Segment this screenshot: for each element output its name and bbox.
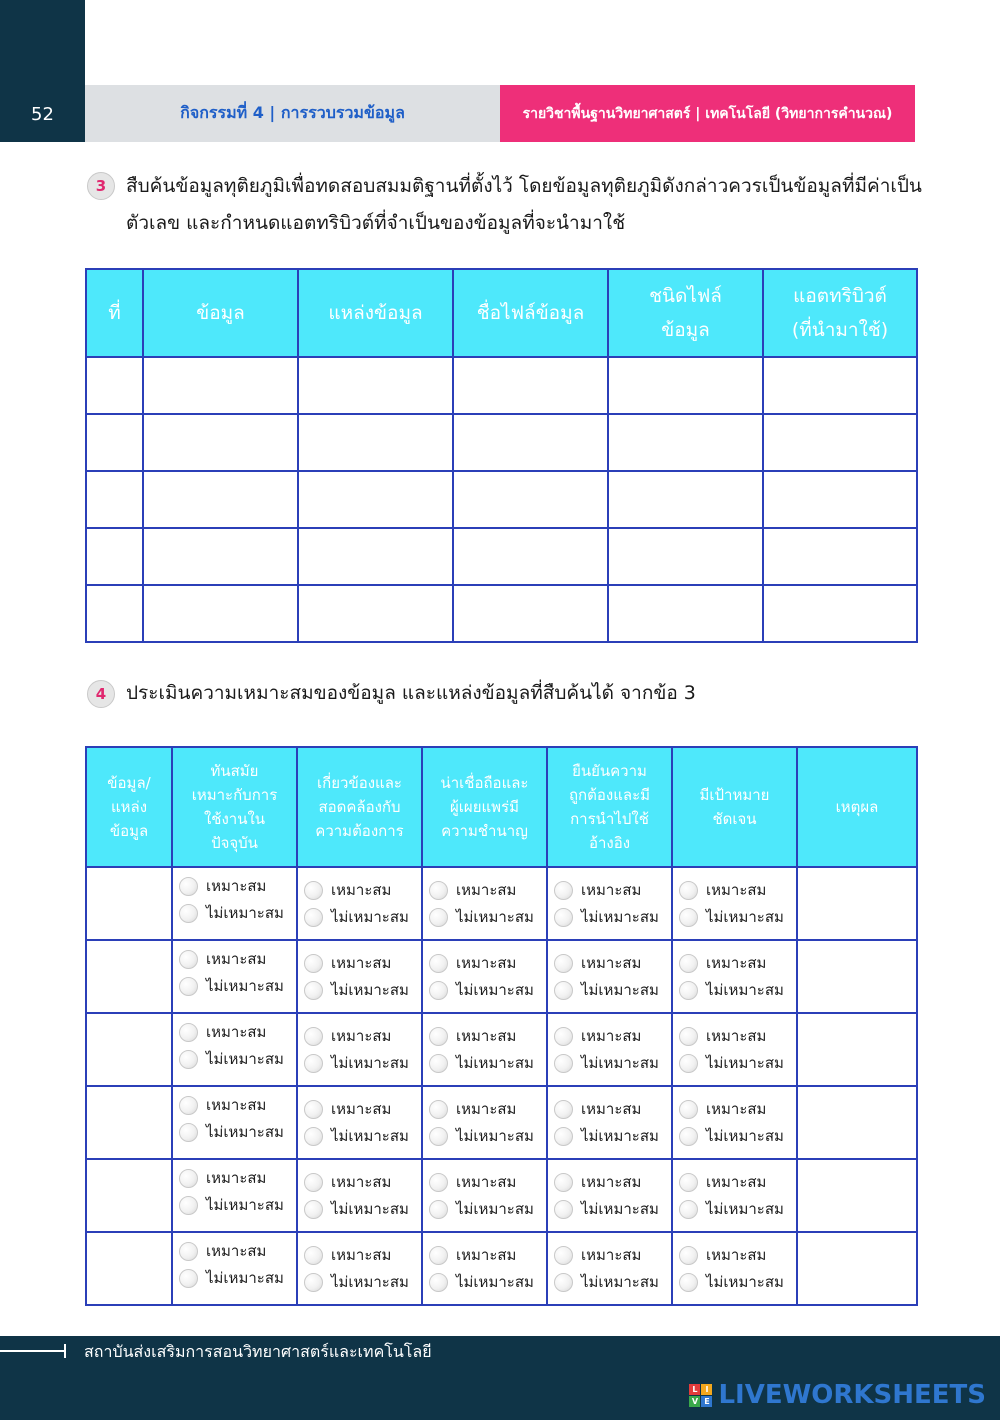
radio-suitable[interactable] [679,881,698,900]
cell-data[interactable] [143,528,298,585]
option-unsuitable[interactable] [304,904,421,931]
table-row [86,471,917,528]
option-label: ไม่เหมาะสม [706,908,784,926]
table-row [86,867,917,940]
option-label: เหมาะสม [206,1242,267,1260]
cell-up-to-date [172,1232,297,1305]
cell-up-to-date [172,1013,297,1086]
radio-unsuitable[interactable] [304,1200,323,1219]
cell-attribute[interactable] [763,357,917,414]
table-row [86,1013,917,1086]
option-unsuitable[interactable] [179,900,296,927]
option-label: เหมาะสม [706,881,767,899]
option-suitable[interactable] [679,950,796,977]
radio-unsuitable[interactable] [429,1054,448,1073]
option-label: เหมาะสม [706,1027,767,1045]
liveworksheets-logo-icon: L I V E [689,1384,712,1407]
option-suitable[interactable] [179,1019,296,1046]
option-label: ไม่เหมาะสม [581,1127,659,1145]
option-label: เหมาะสม [706,1100,767,1118]
radio-suitable[interactable] [554,881,573,900]
option-label: เหมาะสม [456,1173,517,1191]
option-unsuitable[interactable] [179,1046,296,1073]
option-label: เหมาะสม [331,1027,392,1045]
option-suitable[interactable] [554,1242,671,1269]
radio-unsuitable[interactable] [679,1054,698,1073]
cell-filename[interactable] [453,414,608,471]
option-suitable[interactable] [554,1169,671,1196]
option-label: เหมาะสม [706,1173,767,1191]
cell-reason[interactable] [797,1159,917,1232]
option-unsuitable[interactable] [554,1196,671,1223]
option-suitable[interactable] [679,1096,796,1123]
option-unsuitable[interactable] [679,977,796,1004]
option-label: ไม่เหมาะสม [706,1054,784,1072]
radio-suitable[interactable] [304,1100,323,1119]
radio-unsuitable[interactable] [304,1054,323,1073]
table-row [86,528,917,585]
option-suitable[interactable] [429,1096,546,1123]
cell-clear-goal [672,1232,797,1305]
col-header-data: ข้อมูล [143,269,298,357]
radio-unsuitable[interactable] [554,1127,573,1146]
option-unsuitable[interactable] [179,1192,296,1219]
radio-suitable[interactable] [679,954,698,973]
cell-attribute[interactable] [763,528,917,585]
radio-unsuitable[interactable] [304,1127,323,1146]
option-suitable[interactable] [179,1165,296,1192]
option-unsuitable[interactable] [679,1269,796,1296]
radio-unsuitable[interactable] [679,908,698,927]
table-row [86,1232,917,1305]
option-suitable[interactable] [679,1023,796,1050]
cell-relevant [297,1086,422,1159]
cell-clear-goal [672,1086,797,1159]
option-label: ไม่เหมาะสม [331,1054,409,1072]
option-label: เหมาะสม [456,1027,517,1045]
option-unsuitable[interactable] [554,1269,671,1296]
cell-attribute[interactable] [763,585,917,642]
option-label: เหมาะสม [581,1100,642,1118]
evaluation-table [85,746,918,1306]
option-unsuitable[interactable] [179,973,296,1000]
table-row [86,1086,917,1159]
table-row [86,940,917,1013]
cell-clear-goal [672,867,797,940]
option-unsuitable[interactable] [304,1050,421,1077]
option-unsuitable[interactable] [304,977,421,1004]
cell-data[interactable] [143,471,298,528]
cell-relevant [297,1013,422,1086]
option-suitable[interactable] [429,1169,546,1196]
cell-source[interactable] [86,1013,172,1086]
option-label: ไม่เหมาะสม [456,1273,534,1291]
radio-suitable[interactable] [679,1246,698,1265]
cell-data[interactable] [143,357,298,414]
option-suitable[interactable] [179,1092,296,1119]
cell-filetype[interactable] [608,528,763,585]
cell-source[interactable] [298,414,453,471]
radio-suitable[interactable] [554,1246,573,1265]
option-label: เหมาะสม [331,881,392,899]
option-unsuitable[interactable] [679,1050,796,1077]
radio-unsuitable[interactable] [554,1054,573,1073]
col-header-reliable: น่าเชื่อถือและ ผู้เผยแพร่มี ความชำนาญ [422,747,547,867]
cell-no[interactable] [86,357,143,414]
cell-verified [547,1232,672,1305]
cell-up-to-date [172,940,297,1013]
option-label: ไม่เหมาะสม [581,1200,659,1218]
cell-attribute[interactable] [763,414,917,471]
radio-unsuitable[interactable] [179,1269,198,1288]
cell-reason[interactable] [797,940,917,1013]
option-unsuitable[interactable] [554,977,671,1004]
option-suitable[interactable] [679,877,796,904]
radio-unsuitable[interactable] [429,1273,448,1292]
option-suitable[interactable] [679,1242,796,1269]
footer-institution: สถาบันส่งเสริมการสอนวิทยาศาสตร์และเทคโนโลยี [84,1342,432,1361]
cell-filetype[interactable] [608,471,763,528]
col-header-source: แหล่งข้อมูล [298,269,453,357]
radio-suitable[interactable] [179,1023,198,1042]
radio-unsuitable[interactable] [429,1200,448,1219]
radio-unsuitable[interactable] [179,1050,198,1069]
option-label: ไม่เหมาะสม [456,981,534,999]
cell-source[interactable] [86,1159,172,1232]
cell-verified [547,867,672,940]
cell-filetype[interactable] [608,585,763,642]
cell-no[interactable] [86,585,143,642]
option-suitable[interactable] [304,1096,421,1123]
radio-unsuitable[interactable] [679,1273,698,1292]
option-unsuitable[interactable] [429,1123,546,1150]
option-label: เหมาะสม [456,1100,517,1118]
subject-title: รายวิชาพื้นฐานวิทยาศาสตร์ | เทคโนโลยี (วิทยาการคำนวณ) [500,85,915,142]
radio-suitable[interactable] [429,1246,448,1265]
cell-attribute[interactable] [763,471,917,528]
cell-no[interactable] [86,528,143,585]
cell-clear-goal [672,1159,797,1232]
option-label: ไม่เหมาะสม [581,981,659,999]
option-suitable[interactable] [554,1023,671,1050]
cell-data[interactable] [143,414,298,471]
cell-reason[interactable] [797,1013,917,1086]
radio-suitable[interactable] [679,1173,698,1192]
col-header-source: ข้อมูล/ แหล่ง ข้อมูล [86,747,172,867]
radio-unsuitable[interactable] [179,1123,198,1142]
cell-reason[interactable] [797,1232,917,1305]
cell-data[interactable] [143,585,298,642]
option-unsuitable[interactable] [429,1269,546,1296]
cell-filename[interactable] [453,585,608,642]
cell-source[interactable] [86,1232,172,1305]
liveworksheets-watermark [689,1380,986,1410]
radio-unsuitable[interactable] [554,908,573,927]
option-label: เหมาะสม [206,950,267,968]
radio-suitable[interactable] [179,877,198,896]
option-label: เหมาะสม [581,1246,642,1264]
option-label: ไม่เหมาะสม [206,904,284,922]
option-label: เหมาะสม [331,1173,392,1191]
option-suitable[interactable] [554,877,671,904]
option-label: เหมาะสม [456,881,517,899]
radio-suitable[interactable] [554,1100,573,1119]
table-header-row [86,269,917,357]
cell-source[interactable] [298,357,453,414]
radio-suitable[interactable] [304,1173,323,1192]
option-suitable[interactable] [429,1242,546,1269]
radio-suitable[interactable] [304,1027,323,1046]
cell-verified [547,1086,672,1159]
cell-up-to-date [172,867,297,940]
cell-filetype[interactable] [608,414,763,471]
radio-unsuitable[interactable] [179,977,198,996]
radio-unsuitable[interactable] [179,904,198,923]
cell-clear-goal [672,1013,797,1086]
option-label: ไม่เหมาะสม [456,1127,534,1145]
option-suitable[interactable] [304,950,421,977]
cell-filetype[interactable] [608,357,763,414]
option-suitable[interactable] [179,1238,296,1265]
option-label: ไม่เหมาะสม [706,1127,784,1145]
cell-filename[interactable] [453,528,608,585]
radio-unsuitable[interactable] [679,1127,698,1146]
col-header-filetype: ชนิดไฟล์ ข้อมูล [608,269,763,357]
activity-title: กิจกรรมที่ 4 | การรวบรวมข้อมูล [85,85,500,142]
radio-unsuitable[interactable] [304,908,323,927]
option-suitable[interactable] [304,1023,421,1050]
cell-relevant [297,940,422,1013]
radio-unsuitable[interactable] [429,1127,448,1146]
option-unsuitable[interactable] [304,1269,421,1296]
option-unsuitable[interactable] [179,1265,296,1292]
radio-suitable[interactable] [304,881,323,900]
radio-suitable[interactable] [304,1246,323,1265]
option-label: เหมาะสม [456,1246,517,1264]
cell-source[interactable] [298,528,453,585]
option-suitable[interactable] [429,950,546,977]
cell-source[interactable] [86,940,172,1013]
option-suitable[interactable] [554,950,671,977]
cell-source[interactable] [298,585,453,642]
radio-unsuitable[interactable] [304,1273,323,1292]
cell-reason[interactable] [797,1086,917,1159]
option-suitable[interactable] [429,877,546,904]
radio-suitable[interactable] [554,954,573,973]
option-label: ไม่เหมาะสม [581,908,659,926]
option-unsuitable[interactable] [429,904,546,931]
option-suitable[interactable] [554,1096,671,1123]
cell-no[interactable] [86,471,143,528]
radio-unsuitable[interactable] [554,1200,573,1219]
option-label: ไม่เหมาะสม [581,1054,659,1072]
option-label: เหมาะสม [206,1169,267,1187]
option-suitable[interactable] [179,873,296,900]
option-unsuitable[interactable] [429,977,546,1004]
col-header-no: ที่ [86,269,143,357]
radio-unsuitable[interactable] [679,981,698,1000]
option-label: เหมาะสม [706,954,767,972]
option-suitable[interactable] [304,1242,421,1269]
option-unsuitable[interactable] [679,1196,796,1223]
radio-suitable[interactable] [429,881,448,900]
radio-suitable[interactable] [679,1100,698,1119]
cell-reliable [422,1232,547,1305]
cell-relevant [297,1159,422,1232]
option-suitable[interactable] [179,946,296,973]
option-label: เหมาะสม [581,954,642,972]
radio-suitable[interactable] [554,1027,573,1046]
radio-unsuitable[interactable] [429,981,448,1000]
cell-clear-goal [672,940,797,1013]
cell-source[interactable] [298,471,453,528]
footer-divider [0,1350,66,1352]
option-unsuitable[interactable] [679,904,796,931]
cell-reason[interactable] [797,867,917,940]
option-unsuitable[interactable] [554,904,671,931]
option-label: ไม่เหมาะสม [206,977,284,995]
radio-suitable[interactable] [179,950,198,969]
col-header-verified: ยืนยันความ ถูกต้องและมี การนำไปใช้ อ้างอิง [547,747,672,867]
cell-reliable [422,940,547,1013]
option-label: ไม่เหมาะสม [456,1200,534,1218]
page-number: 52 [31,104,54,125]
cell-filename[interactable] [453,471,608,528]
radio-unsuitable[interactable] [304,981,323,1000]
radio-unsuitable[interactable] [679,1200,698,1219]
cell-source[interactable] [86,867,172,940]
table-row [86,1159,917,1232]
option-label: เหมาะสม [331,1100,392,1118]
option-label: ไม่เหมาะสม [706,981,784,999]
table-header-row [86,747,917,867]
cell-reliable [422,1086,547,1159]
cell-filename[interactable] [453,357,608,414]
question-3-line-1: สืบค้นข้อมูลทุติยภูมิเพื่อทดสอบสมมติฐานที่ตั้งไว้ โดยข้อมูลทุติยภูมิดังกล่าวควรเป็นข้อมูลที่มีค่าเป็น [126,175,922,197]
option-label: ไม่เหมาะสม [456,908,534,926]
option-label: ไม่เหมาะสม [706,1273,784,1291]
option-unsuitable[interactable] [429,1050,546,1077]
option-label: เหมาะสม [206,1096,267,1114]
table-row [86,585,917,642]
option-label: เหมาะสม [206,877,267,895]
col-header-up-to-date: ทันสมัย เหมาะกับการ ใช้งานใน ปัจจุบัน [172,747,297,867]
radio-suitable[interactable] [179,1096,198,1115]
option-label: ไม่เหมาะสม [331,1127,409,1145]
option-unsuitable[interactable] [429,1196,546,1223]
option-unsuitable[interactable] [179,1119,296,1146]
radio-suitable[interactable] [679,1027,698,1046]
question-4-text: ประเมินความเหมาะสมของข้อมูล และแหล่งข้อมูลที่สืบค้นได้ จากข้อ 3 [126,682,696,704]
question-number-badge: 3 [87,172,115,200]
option-label: ไม่เหมาะสม [206,1196,284,1214]
table-row [86,357,917,414]
option-label: ไม่เหมาะสม [331,908,409,926]
liveworksheets-text: LIVEWORKSHEETS [718,1380,986,1410]
cell-reliable [422,1013,547,1086]
option-label: ไม่เหมาะสม [206,1269,284,1287]
radio-unsuitable[interactable] [429,908,448,927]
cell-source[interactable] [86,1086,172,1159]
option-unsuitable[interactable] [554,1050,671,1077]
cell-up-to-date [172,1159,297,1232]
option-label: ไม่เหมาะสม [331,981,409,999]
col-header-attribute: แอตทริบิวต์ (ที่นำมาใช้) [763,269,917,357]
question-number-badge: 4 [87,680,115,708]
option-label: ไม่เหมาะสม [206,1123,284,1141]
col-header-relevant: เกี่ยวข้องและ สอดคล้องกับ ความต้องการ [297,747,422,867]
radio-suitable[interactable] [429,1027,448,1046]
radio-suitable[interactable] [179,1169,198,1188]
cell-reliable [422,1159,547,1232]
cell-up-to-date [172,1086,297,1159]
footer [0,1336,1000,1420]
cell-relevant [297,1232,422,1305]
option-label: ไม่เหมาะสม [456,1054,534,1072]
secondary-data-table [85,268,918,643]
cell-verified [547,1159,672,1232]
radio-unsuitable[interactable] [554,1273,573,1292]
cell-relevant [297,867,422,940]
option-label: เหมาะสม [706,1246,767,1264]
radio-unsuitable[interactable] [554,981,573,1000]
option-label: เหมาะสม [581,1173,642,1191]
col-header-filename: ชื่อไฟล์ข้อมูล [453,269,608,357]
col-header-reason: เหตุผล [797,747,917,867]
option-suitable[interactable] [304,877,421,904]
option-label: ไม่เหมาะสม [206,1050,284,1068]
cell-verified [547,1013,672,1086]
cell-verified [547,940,672,1013]
option-label: เหมาะสม [456,954,517,972]
option-label: เหมาะสม [331,954,392,972]
option-label: ไม่เหมาะสม [581,1273,659,1291]
col-header-clear-goal: มีเป้าหมาย ชัดเจน [672,747,797,867]
radio-suitable[interactable] [304,954,323,973]
radio-suitable[interactable] [429,954,448,973]
option-unsuitable[interactable] [304,1196,421,1223]
option-unsuitable[interactable] [679,1123,796,1150]
option-label: เหมาะสม [581,881,642,899]
radio-suitable[interactable] [554,1173,573,1192]
radio-suitable[interactable] [429,1173,448,1192]
cell-no[interactable] [86,414,143,471]
option-label: เหมาะสม [581,1027,642,1045]
footer-divider-tick [64,1344,66,1358]
option-suitable[interactable] [679,1169,796,1196]
table-row [86,414,917,471]
option-label: เหมาะสม [331,1246,392,1264]
option-unsuitable[interactable] [554,1123,671,1150]
radio-unsuitable[interactable] [179,1196,198,1215]
option-unsuitable[interactable] [304,1123,421,1150]
radio-suitable[interactable] [179,1242,198,1261]
question-3-line-2: ตัวเลข และกำหนดแอตทริบิวต์ที่จำเป็นของข้อมูลที่จะนำมาใช้ [126,212,626,234]
option-label: เหมาะสม [206,1023,267,1041]
cell-reliable [422,867,547,940]
option-suitable[interactable] [304,1169,421,1196]
option-label: ไม่เหมาะสม [706,1200,784,1218]
page-number-box [0,0,85,142]
radio-suitable[interactable] [429,1100,448,1119]
option-suitable[interactable] [429,1023,546,1050]
option-label: ไม่เหมาะสม [331,1273,409,1291]
option-label: ไม่เหมาะสม [331,1200,409,1218]
